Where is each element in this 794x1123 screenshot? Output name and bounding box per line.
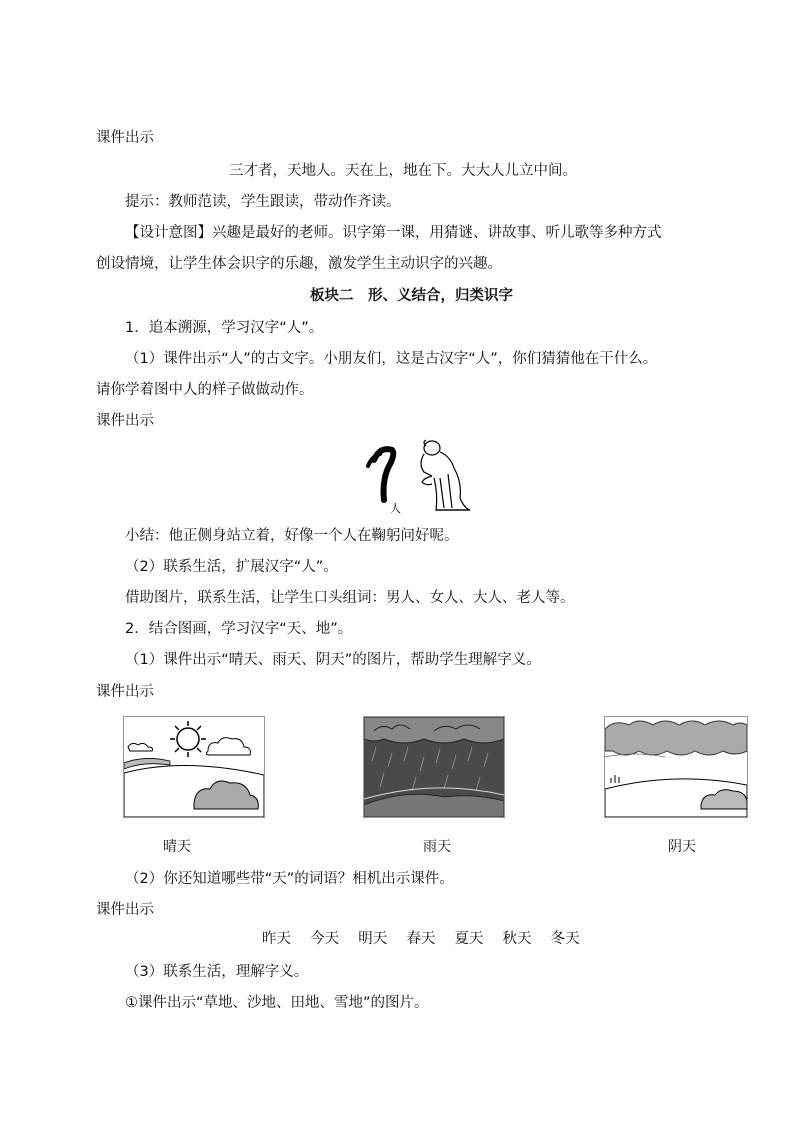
bowing-person-icon <box>421 440 470 510</box>
step-2-3: （3）联系生活，理解字义。 <box>125 964 309 980</box>
word-item: 明天 <box>358 931 388 947</box>
section-heading: 板块二 形、义结合，归类识字 <box>310 288 513 304</box>
rhyme-line: 三才者，天地人。天在上，地在下。大大人儿立中间。 <box>229 163 577 179</box>
small-character: 人 <box>390 502 401 514</box>
step-2-1: （1）课件出示“晴天、雨天、阴天”的图片，帮助学生理解字义。 <box>125 652 541 668</box>
word-item: 今天 <box>310 931 340 947</box>
sunny-image <box>123 716 265 818</box>
step-1-1: （1）课件出示“人”的古文字。小朋友们，这是古汉字“人”，你们猜猜他在干什么。 <box>125 351 658 367</box>
text-line: 课件出示 <box>96 684 154 700</box>
word-item: 夏天 <box>454 931 484 947</box>
text-line: 课件出示 <box>96 130 154 146</box>
cloudy-image <box>604 716 748 818</box>
word-building-line: 借助图片，联系生活，让学生口头组词：男人、女人、大人、老人等。 <box>125 590 575 606</box>
step-1: 1．追本溯源，学习汉字“人”。 <box>125 320 324 336</box>
sunny-caption: 晴天 <box>163 839 191 855</box>
step-1-1-cont: 请你学着图中人的样子做做动作。 <box>96 382 314 398</box>
rainy-image <box>363 716 505 818</box>
rainy-caption: 雨天 <box>423 839 451 855</box>
step-2: 2．结合图画，学习汉字“天、地”。 <box>125 621 353 637</box>
word-item: 冬天 <box>550 931 580 947</box>
word-item: 秋天 <box>502 931 532 947</box>
design-intent-line: 【设计意图】兴趣是最好的老师。识字第一课，用猜谜、讲故事、听儿歌等多种方式 <box>125 225 662 241</box>
text-line: 课件出示 <box>96 413 154 429</box>
word-item: 春天 <box>406 931 436 947</box>
word-item: 昨天 <box>262 931 291 947</box>
step-1-2: （2）联系生活，扩展汉字“人”。 <box>125 559 338 575</box>
text-line: 课件出示 <box>96 902 154 918</box>
ancient-character-image <box>366 438 492 514</box>
tip-line: 提示：教师范读，学生跟读，带动作齐读。 <box>125 194 401 210</box>
cloudy-caption: 阴天 <box>668 839 696 855</box>
sun-icon <box>170 721 206 757</box>
step-2-3-1: ①课件出示“草地、沙地、田地、雪地”的图片。 <box>125 995 429 1011</box>
step-2-2: （2）你还知道哪些带“天”的词语？相机出示课件。 <box>125 871 454 887</box>
cloud-icon <box>605 721 747 755</box>
design-intent-cont: 创设情境，让学生体会识字的乐趣，激发学生主动识字的兴趣。 <box>96 256 502 272</box>
summary-line: 小结：他正侧身站立着，好像一个人在鞠躬问好呢。 <box>125 528 459 544</box>
tian-word-list <box>262 929 580 949</box>
